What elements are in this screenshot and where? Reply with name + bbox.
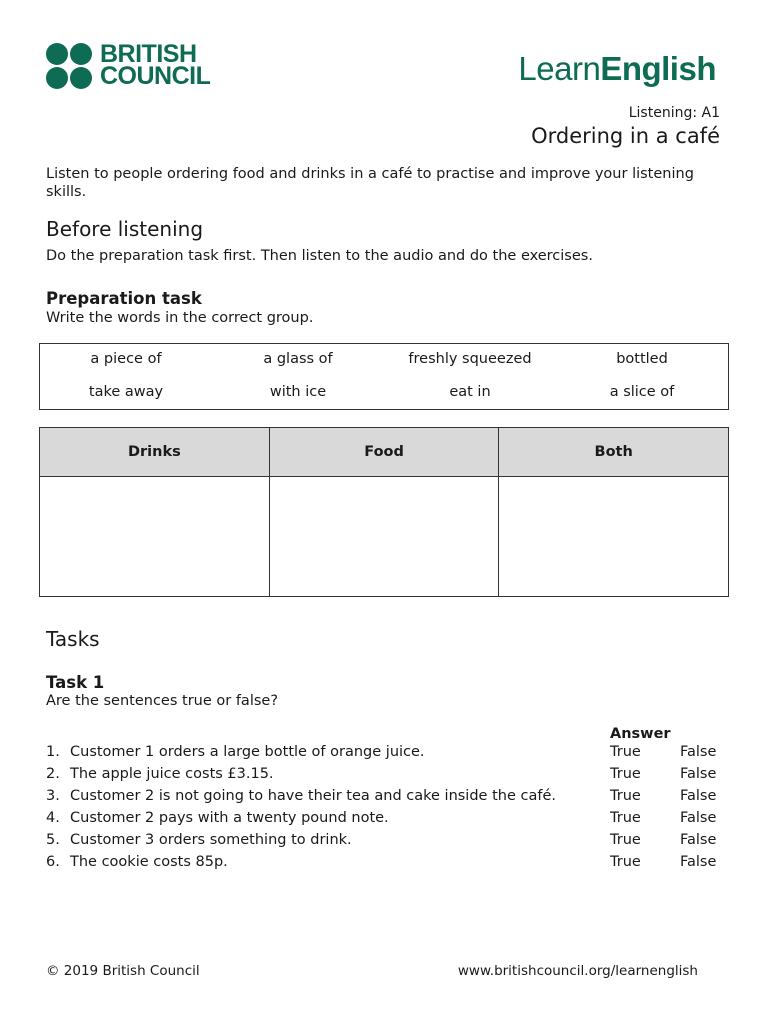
word-item: a piece of — [90, 351, 162, 367]
true-option[interactable]: True — [610, 744, 641, 760]
item-sentence: Customer 3 orders something to drink. — [70, 832, 352, 848]
both-answer-cell[interactable] — [499, 477, 729, 597]
false-option[interactable]: False — [680, 766, 717, 782]
false-option[interactable]: False — [680, 810, 717, 826]
word-box — [39, 343, 729, 410]
intro-text: Listen to people ordering food and drinks in a café to practise and improve your listening skills. — [46, 166, 694, 200]
preparation-task-instruction: Write the words in the correct group. — [46, 310, 314, 326]
item-number: 5. — [46, 832, 60, 848]
drinks-answer-cell[interactable] — [40, 477, 270, 597]
word-item: a glass of — [263, 351, 333, 367]
true-option[interactable]: True — [610, 854, 641, 870]
answer-column-heading: Answer — [610, 726, 671, 742]
item-sentence: Customer 2 is not going to have their tea and cake inside the café. — [70, 788, 556, 804]
brand-line-1: BRITISH — [100, 40, 197, 68]
column-header-both: Both — [499, 428, 729, 477]
learn-light: Learn — [518, 50, 601, 87]
brand-line-2: COUNCIL — [100, 62, 211, 90]
word-item: take away — [88, 384, 164, 400]
tasks-heading: Tasks — [46, 627, 100, 651]
item-number: 1. — [46, 744, 60, 760]
item-sentence: The cookie costs 85p. — [70, 854, 228, 870]
british-council-wordmark — [100, 40, 211, 90]
true-option[interactable]: True — [610, 832, 641, 848]
word-item: a slice of — [609, 384, 675, 400]
item-number: 3. — [46, 788, 60, 804]
english-bold: English — [600, 50, 716, 87]
food-answer-cell[interactable] — [269, 477, 499, 597]
list-item — [46, 788, 736, 810]
footer-url-link[interactable]: www.britishcouncil.org/learnenglish — [457, 963, 698, 979]
item-sentence: Customer 1 orders a large bottle of orange juice. — [70, 744, 425, 760]
false-option[interactable]: False — [680, 832, 717, 848]
word-item: freshly squeezed — [408, 351, 532, 367]
item-number: 6. — [46, 854, 60, 870]
british-council-dots-icon — [46, 43, 94, 89]
before-listening-heading: Before listening — [46, 217, 204, 241]
list-item — [46, 810, 736, 832]
item-number: 4. — [46, 810, 60, 826]
false-option[interactable]: False — [680, 744, 717, 760]
task1-instruction: Are the sentences true or false? — [46, 693, 279, 709]
false-option[interactable]: False — [680, 854, 717, 870]
level-label: Listening: A1 — [628, 105, 720, 121]
column-header-drinks: Drinks — [40, 428, 270, 477]
false-option[interactable]: False — [680, 788, 717, 804]
item-sentence: Customer 2 pays with a twenty pound note. — [70, 810, 389, 826]
true-option[interactable]: True — [610, 766, 641, 782]
learnenglish-logo — [518, 50, 716, 88]
word-item: with ice — [269, 384, 327, 400]
word-group-table — [39, 427, 729, 597]
column-header-food: Food — [269, 428, 499, 477]
word-item: bottled — [616, 351, 668, 367]
copyright: © 2019 British Council — [46, 963, 200, 979]
word-item: eat in — [449, 384, 491, 400]
item-sentence: The apple juice costs £3.15. — [70, 766, 274, 782]
table-row — [40, 477, 729, 597]
true-option[interactable]: True — [610, 788, 641, 804]
british-council-logo — [46, 40, 216, 91]
list-item — [46, 832, 736, 854]
list-item — [46, 766, 736, 788]
preparation-task-heading: Preparation task — [46, 289, 202, 308]
table-header-row — [40, 428, 729, 477]
true-option[interactable]: True — [610, 810, 641, 826]
before-listening-text: Do the preparation task first. Then listen to the audio and do the exercises. — [46, 248, 593, 264]
list-item — [46, 744, 736, 766]
list-item — [46, 854, 736, 876]
task1-heading: Task 1 — [46, 673, 105, 692]
page-title: Ordering in a café — [531, 124, 720, 148]
item-number: 2. — [46, 766, 60, 782]
